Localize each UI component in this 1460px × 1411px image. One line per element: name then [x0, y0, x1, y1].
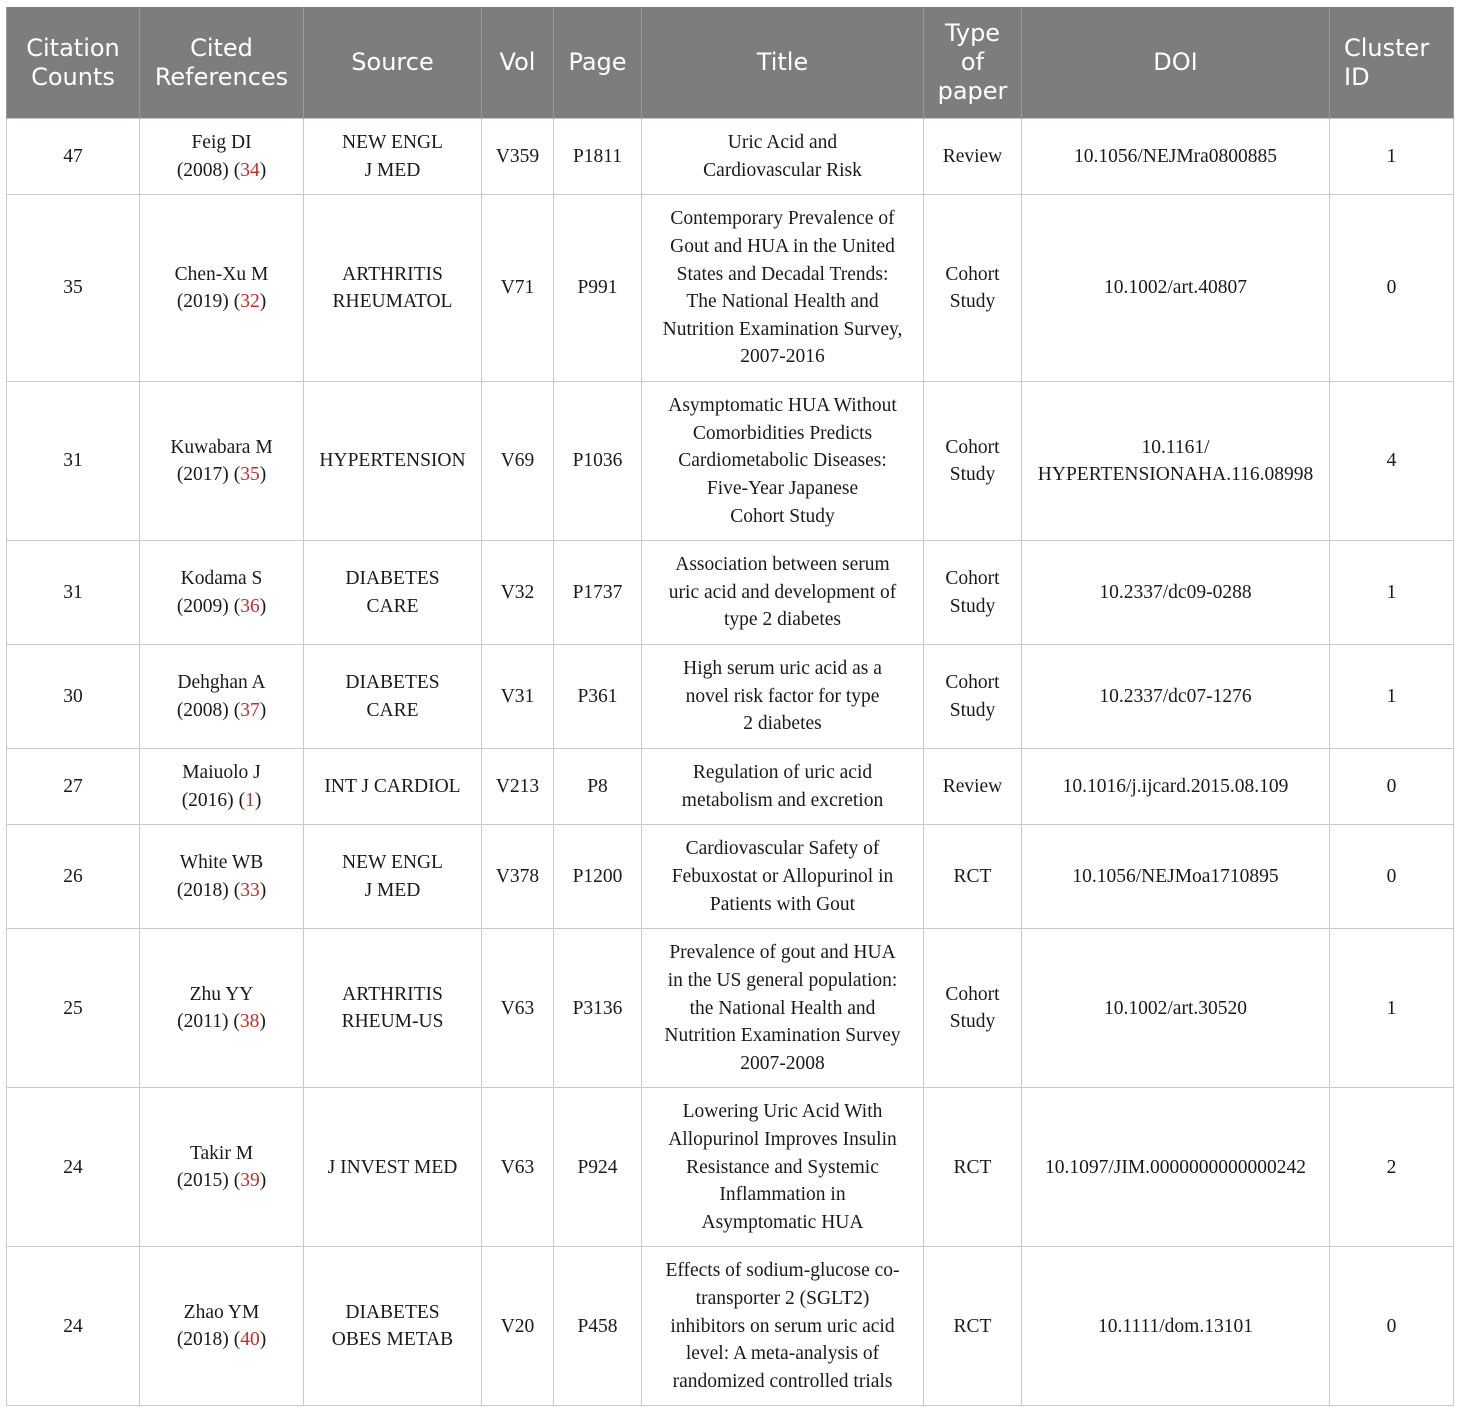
doi-cell-line: 10.1002/art.40807 — [1104, 277, 1247, 299]
reference-number-link[interactable]: 32 — [240, 291, 260, 313]
title-cell-line: transporter 2 (SGLT2) — [695, 1287, 870, 1309]
citation-count-cell: 47 — [7, 119, 140, 195]
title-cell-line: Cardiovascular Risk — [703, 159, 862, 181]
header-line: Type — [944, 19, 1001, 47]
volume-cell: V71 — [482, 195, 554, 382]
references-table — [6, 7, 1454, 1406]
reference-number-link[interactable]: 40 — [240, 1329, 260, 1351]
source-cell-line: NEW ENGL — [342, 852, 443, 874]
author-name: Takir M — [189, 1142, 254, 1164]
author-year-line: (2019) (32) — [176, 291, 267, 313]
source-cell-line: DIABETES — [345, 568, 440, 590]
title-cell-line: Patients with Gout — [709, 893, 856, 915]
paper-type-cell — [924, 382, 1022, 541]
page-cell: P1036 — [554, 382, 642, 541]
doi-cell-line: 10.1056/NEJMra0800885 — [1073, 145, 1278, 167]
author-year-line: (2015) (39) — [176, 1170, 267, 1192]
publication-year: (2018) — [176, 879, 229, 901]
author-year-line: (2016) (1) — [181, 789, 262, 811]
cited-reference-cell — [140, 1247, 304, 1406]
author-year-line: (2008) (37) — [176, 699, 267, 721]
page-cell: P991 — [554, 195, 642, 382]
publication-year: (2008) — [176, 699, 229, 721]
paper-type-cell-line: Study — [949, 699, 996, 721]
title-cell-line: 2007-2008 — [740, 1052, 825, 1074]
publication-year: (2019) — [176, 291, 229, 313]
source-cell-line: ARTHRITIS — [342, 263, 443, 285]
title-cell — [642, 749, 924, 825]
publication-year: (2015) — [176, 1170, 229, 1192]
title-cell-line: in the US general population: — [667, 969, 898, 991]
author-year-line: (2011) (38) — [177, 1011, 266, 1033]
source-cell-line: CARE — [366, 699, 419, 721]
author-name: Feig DI — [191, 132, 252, 153]
title-cell-line: Asymptomatic HUA Without — [668, 395, 897, 417]
page-cell: P458 — [554, 1247, 642, 1406]
paper-type-cell-line: Cohort — [945, 263, 1000, 285]
table-row — [7, 929, 1454, 1088]
source-cell — [304, 541, 482, 645]
author-year-line: (2009) (36) — [176, 595, 267, 617]
cited-reference-cell — [140, 825, 304, 929]
source-cell-line: ARTHRITIS — [342, 983, 443, 1005]
volume-cell: V20 — [482, 1247, 554, 1406]
source-cell-line: OBES METAB — [331, 1329, 454, 1351]
doi-cell — [1022, 1247, 1330, 1406]
reference-number-link[interactable]: 37 — [240, 699, 260, 721]
paper-type-cell — [924, 119, 1022, 195]
citation-count-cell: 24 — [7, 1247, 140, 1406]
author-name: Zhao YM — [183, 1301, 260, 1323]
header-doi: DOI — [1022, 7, 1330, 119]
cluster-id-cell: 1 — [1330, 119, 1454, 195]
title-cell-line: Cohort Study — [730, 505, 835, 527]
page-cell: P3136 — [554, 929, 642, 1088]
source-cell-line: DIABETES — [345, 672, 440, 694]
paper-type-cell-line: Study — [949, 291, 996, 313]
cited-reference-cell — [140, 929, 304, 1088]
page-cell: P924 — [554, 1088, 642, 1247]
source-cell-line: CARE — [366, 595, 419, 617]
cluster-id-cell: 1 — [1330, 541, 1454, 645]
title-cell — [642, 929, 924, 1088]
header-line: Counts — [31, 62, 115, 91]
doi-cell-line: 10.2337/dc07-1276 — [1099, 685, 1252, 707]
title-cell — [642, 1088, 924, 1247]
cited-reference-cell — [140, 195, 304, 382]
cited-reference-cell — [140, 541, 304, 645]
title-cell — [642, 195, 924, 382]
source-cell-line: INT J CARDIOL — [324, 775, 461, 797]
title-cell-line: Gout and HUA in the United — [670, 236, 895, 257]
cited-reference-cell — [140, 1088, 304, 1247]
source-cell-line: RHEUM-US — [341, 1011, 444, 1033]
title-cell-line: Cardiometabolic Diseases: — [678, 450, 887, 472]
author-year-line: (2008) (34) — [176, 159, 267, 181]
title-cell-line: Prevalence of gout and HUA — [669, 942, 896, 964]
citation-count-cell: 31 — [7, 382, 140, 541]
paper-type-cell — [924, 825, 1022, 929]
page-cell: P361 — [554, 645, 642, 749]
title-cell — [642, 382, 924, 541]
doi-cell-line: 10.1016/j.ijcard.2015.08.109 — [1062, 775, 1289, 797]
title-cell — [642, 825, 924, 929]
doi-cell-line: 10.1002/art.30520 — [1104, 997, 1247, 1019]
author-name: White WB — [179, 852, 264, 874]
reference-number-link[interactable]: 33 — [240, 879, 260, 901]
paper-type-cell — [924, 195, 1022, 382]
author-name: Kodama S — [180, 568, 263, 590]
header-line: References — [154, 62, 289, 91]
table-body — [7, 119, 1454, 1406]
header-cluster-id — [1330, 7, 1454, 119]
volume-cell: V213 — [482, 749, 554, 825]
cited-reference-cell — [140, 645, 304, 749]
publication-year: (2009) — [176, 595, 229, 617]
title-cell-line: Febuxostat or Allopurinol in — [671, 866, 894, 888]
title-cell-line: Comorbidities Predicts — [692, 422, 873, 444]
paper-type-cell — [924, 929, 1022, 1088]
title-cell-line: level: A meta-analysis of — [685, 1343, 880, 1365]
title-cell-line: States and Decadal Trends: — [676, 263, 889, 285]
cluster-id-cell: 2 — [1330, 1088, 1454, 1247]
table-row — [7, 825, 1454, 929]
title-cell-line: The National Health and — [686, 291, 879, 313]
source-cell — [304, 1247, 482, 1406]
title-cell-line: 2 diabetes — [743, 713, 822, 735]
author-year-line: (2018) (33) — [176, 879, 267, 901]
doi-cell-line: HYPERTENSIONAHA.116.08998 — [1037, 464, 1314, 486]
title-cell-line: Lowering Uric Acid With — [682, 1101, 883, 1123]
paper-type-cell-line: RCT — [953, 1315, 992, 1337]
doi-cell — [1022, 929, 1330, 1088]
header-line: paper — [937, 77, 1008, 105]
source-cell-line: RHEUMATOL — [332, 291, 453, 313]
title-cell-line: novel risk factor for type — [685, 685, 880, 707]
header-source: Source — [304, 7, 482, 119]
page-cell: P1200 — [554, 825, 642, 929]
paper-type-cell-line: Cohort — [945, 672, 1000, 694]
paper-type-cell — [924, 645, 1022, 749]
page-cell: P8 — [554, 749, 642, 825]
title-cell-line: Nutrition Examination Survey — [664, 1025, 901, 1047]
title-cell-line: inhibitors on serum uric acid — [670, 1315, 895, 1337]
title-cell — [642, 645, 924, 749]
doi-cell — [1022, 825, 1330, 929]
cluster-id-cell: 1 — [1330, 929, 1454, 1088]
doi-cell-line: 10.1161/ — [1141, 436, 1210, 458]
title-cell-line: Resistance and Systemic — [686, 1156, 879, 1178]
title-cell-line: Nutrition Examination Survey, — [662, 318, 903, 340]
title-cell-line: the National Health and — [689, 997, 876, 1019]
title-cell-line: Association between serum — [675, 554, 890, 576]
publication-year: (2008) — [176, 159, 229, 181]
cluster-id-cell: 0 — [1330, 749, 1454, 825]
doi-cell-line: 10.1097/JIM.0000000000000242 — [1044, 1156, 1307, 1178]
reference-number-link[interactable]: 39 — [240, 1170, 260, 1192]
citation-count-cell: 26 — [7, 825, 140, 929]
doi-cell — [1022, 1088, 1330, 1247]
doi-cell — [1022, 119, 1330, 195]
title-cell — [642, 119, 924, 195]
volume-cell: V31 — [482, 645, 554, 749]
cluster-id-cell: 0 — [1330, 825, 1454, 929]
header-line: of — [960, 48, 985, 76]
cited-reference-cell — [140, 382, 304, 541]
reference-number-link[interactable]: 34 — [240, 159, 260, 181]
table-row — [7, 195, 1454, 382]
cited-reference-cell — [140, 749, 304, 825]
doi-cell — [1022, 645, 1330, 749]
source-cell — [304, 1088, 482, 1247]
title-cell-line: Inflammation in — [719, 1184, 846, 1206]
author-name: Zhu YY — [189, 983, 254, 1005]
title-cell-line: 2007-2016 — [740, 346, 825, 368]
title-cell-line: metabolism and excretion — [681, 789, 884, 811]
header-line: Cited — [190, 33, 253, 62]
reference-number-link[interactable]: 36 — [240, 595, 260, 617]
cluster-id-cell: 0 — [1330, 1247, 1454, 1406]
title-cell-line: Uric Acid and — [727, 132, 838, 153]
table-row — [7, 645, 1454, 749]
paper-type-cell — [924, 541, 1022, 645]
title-cell-line: Contemporary Prevalence of — [670, 208, 895, 230]
paper-type-cell-line: Study — [949, 595, 996, 617]
author-name: Dehghan A — [177, 672, 266, 694]
table-row — [7, 1088, 1454, 1247]
title-cell-line: type 2 diabetes — [724, 609, 841, 631]
source-cell — [304, 749, 482, 825]
source-cell-line: NEW ENGL — [342, 132, 443, 153]
publication-year: (2018) — [176, 1329, 229, 1351]
volume-cell: V32 — [482, 541, 554, 645]
title-cell-line: uric acid and development of — [668, 581, 897, 603]
title-cell-line: randomized controlled trials — [672, 1370, 893, 1392]
citation-count-cell: 27 — [7, 749, 140, 825]
paper-type-cell — [924, 1088, 1022, 1247]
paper-type-cell-line: Cohort — [945, 568, 1000, 590]
title-cell — [642, 1247, 924, 1406]
table-row — [7, 1247, 1454, 1406]
doi-cell — [1022, 541, 1330, 645]
source-cell-line: J MED — [364, 159, 421, 181]
paper-type-cell-line: Cohort — [945, 436, 1000, 458]
title-cell-line: Effects of sodium-glucose co- — [665, 1260, 900, 1282]
source-cell — [304, 929, 482, 1088]
source-cell — [304, 195, 482, 382]
citation-count-cell: 31 — [7, 541, 140, 645]
source-cell — [304, 825, 482, 929]
paper-type-cell-line: Cohort — [945, 983, 1000, 1005]
volume-cell: V69 — [482, 382, 554, 541]
source-cell — [304, 645, 482, 749]
source-cell — [304, 382, 482, 541]
publication-year: (2017) — [176, 464, 229, 486]
paper-type-cell-line: RCT — [953, 866, 992, 888]
citation-count-cell: 25 — [7, 929, 140, 1088]
header-title: Title — [642, 7, 924, 119]
citation-count-cell: 35 — [7, 195, 140, 382]
source-cell-line: J INVEST MED — [327, 1156, 458, 1178]
source-cell-line: J MED — [364, 879, 421, 901]
header-type-of-paper — [924, 7, 1022, 119]
source-cell-line: DIABETES — [345, 1301, 440, 1323]
reference-number-link[interactable]: 1 — [245, 789, 255, 811]
title-cell-line: High serum uric acid as a — [683, 658, 882, 680]
header-line: ID — [1344, 62, 1370, 91]
header-citation-counts — [7, 7, 140, 119]
page-cell: P1737 — [554, 541, 642, 645]
doi-cell — [1022, 749, 1330, 825]
title-cell-line: Five-Year Japanese — [706, 477, 859, 499]
publication-year: (2016) — [181, 789, 234, 811]
author-name: Chen-Xu M — [174, 263, 269, 285]
title-cell-line: Regulation of uric acid — [692, 762, 873, 784]
citation-count-cell: 24 — [7, 1088, 140, 1247]
author-name: Kuwabara M — [170, 436, 273, 458]
header-vol: Vol — [482, 7, 554, 119]
source-cell-line: HYPERTENSION — [319, 450, 466, 472]
paper-type-cell — [924, 749, 1022, 825]
table-row — [7, 382, 1454, 541]
header-page: Page — [554, 7, 642, 119]
citation-count-cell: 30 — [7, 645, 140, 749]
author-name: Maiuolo J — [182, 762, 261, 784]
paper-type-cell-line: Review — [942, 775, 1003, 797]
paper-type-cell — [924, 1247, 1022, 1406]
reference-number-link[interactable]: 35 — [240, 464, 260, 486]
header-line: Citation — [26, 33, 120, 62]
header-row — [7, 7, 1454, 119]
author-year-line: (2017) (35) — [176, 464, 267, 486]
reference-number-link[interactable]: 38 — [239, 1011, 260, 1033]
author-year-line: (2018) (40) — [176, 1329, 267, 1351]
volume-cell: V63 — [482, 929, 554, 1088]
doi-cell-line: 10.2337/dc09-0288 — [1099, 581, 1252, 603]
source-cell — [304, 119, 482, 195]
title-cell — [642, 541, 924, 645]
publication-year: (2011) — [177, 1011, 229, 1033]
volume-cell: V359 — [482, 119, 554, 195]
doi-cell-line: 10.1111/dom.13101 — [1098, 1315, 1253, 1337]
title-cell-line: Allopurinol Improves Insulin — [668, 1128, 897, 1150]
paper-type-cell-line: RCT — [953, 1156, 992, 1178]
cluster-id-cell: 0 — [1330, 195, 1454, 382]
header-cited-references — [140, 7, 304, 119]
cluster-id-cell: 4 — [1330, 382, 1454, 541]
page-cell: P1811 — [554, 119, 642, 195]
table-row — [7, 119, 1454, 195]
table-row — [7, 749, 1454, 825]
doi-cell-line: 10.1056/NEJMoa1710895 — [1072, 866, 1279, 888]
doi-cell — [1022, 382, 1330, 541]
title-cell-line: Asymptomatic HUA — [701, 1211, 864, 1233]
cited-reference-cell — [140, 119, 304, 195]
table-row — [7, 541, 1454, 645]
paper-type-cell-line: Review — [942, 145, 1003, 167]
volume-cell: V63 — [482, 1088, 554, 1247]
header-line: Cluster — [1344, 33, 1430, 62]
title-cell-line: Cardiovascular Safety of — [685, 838, 880, 860]
cluster-id-cell: 1 — [1330, 645, 1454, 749]
volume-cell: V378 — [482, 825, 554, 929]
paper-type-cell-line: Study — [949, 1011, 996, 1033]
paper-type-cell-line: Study — [949, 464, 996, 486]
doi-cell — [1022, 195, 1330, 382]
